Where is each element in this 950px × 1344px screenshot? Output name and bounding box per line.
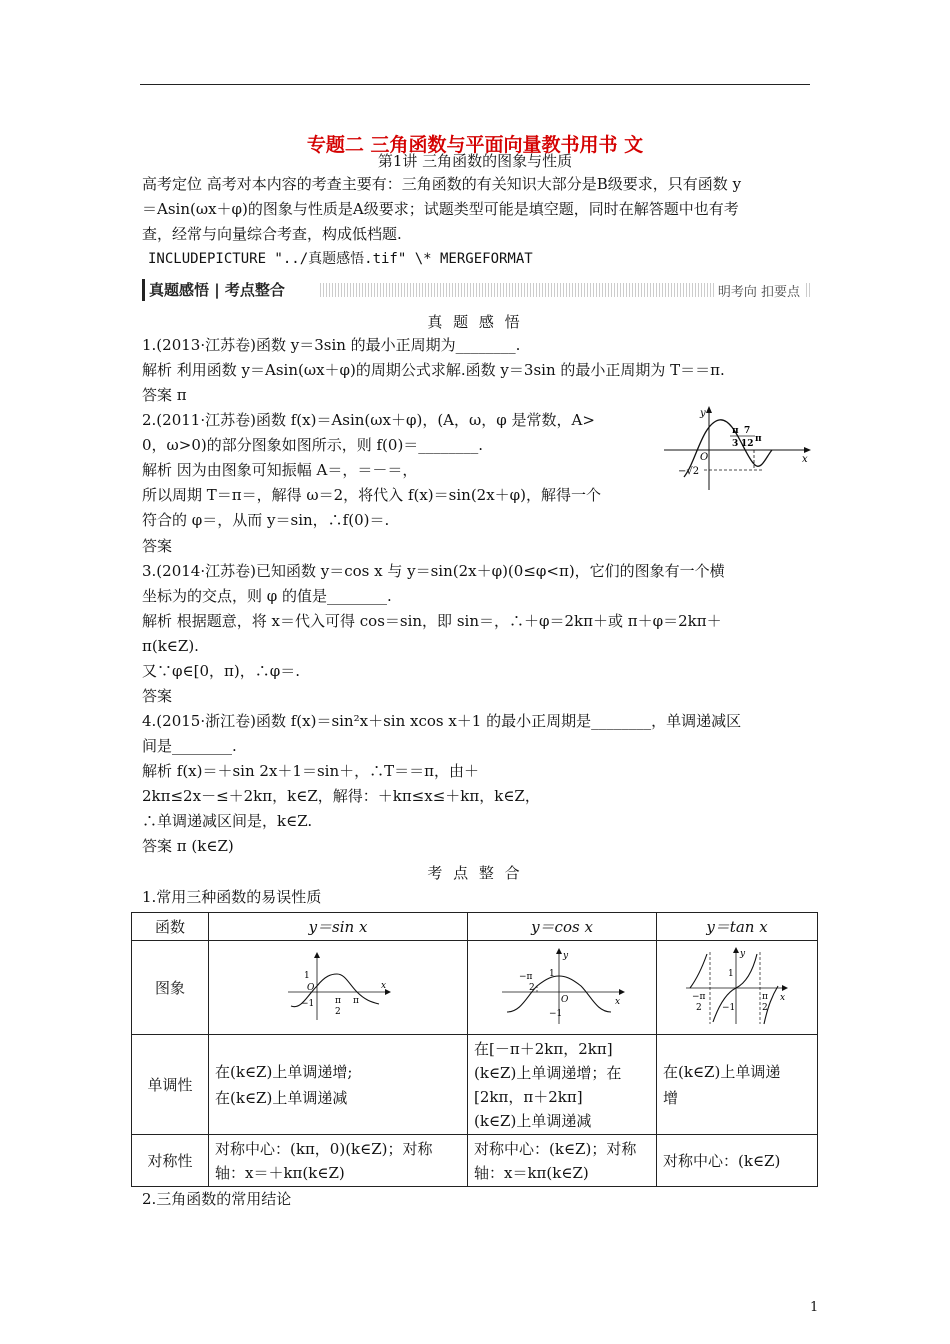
cell-sin-graph (209, 941, 468, 1035)
question-2-line-2: 0，ω>0)的部分图象如图所示，则 f(0)＝________. (142, 436, 484, 454)
tan-mono-line-2: 增 (663, 1088, 679, 1107)
question-3-line-1: 3.(2014·江苏卷)已知函数 y＝cos x 与 y＝sin(2x＋φ)(0≤φ<π)，它们的图象有一个横 (142, 562, 725, 580)
cell-sin-symmetry (209, 1135, 468, 1187)
row-label-graph: 图象 (132, 941, 209, 1035)
sin-sym-line-1: 对称中心：(kπ，0)(k∈Z)；对称 (215, 1139, 433, 1158)
tan-two-right: 2 (762, 1002, 768, 1013)
cos-mono-line-1: 在[－π＋2kπ，2kπ] (474, 1039, 613, 1058)
sin-mono-line-2: 在(k∈Z)上单调递减 (215, 1088, 348, 1107)
solution-4-line-1: 解析 f(x)＝＋sin 2x＋1＝sin＋，∴T＝＝π，由＋ (142, 762, 479, 780)
question-1: 1.(2013·江苏卷)函数 y＝3sin 的最小正周期为________. (142, 336, 521, 354)
sin-graph (283, 950, 393, 1022)
heading-true-questions: 真 题 感 悟 (427, 313, 523, 331)
cell-tan-monotonicity (657, 1035, 818, 1135)
sin-origin: O (307, 982, 315, 993)
tan-one: 1 (728, 968, 734, 979)
row-label-symmetry: 对称性 (132, 1135, 209, 1187)
sin-y-arrow (314, 952, 320, 958)
tick2-pi: π (755, 434, 762, 444)
header-tan: y＝tan x (657, 913, 818, 941)
origin-label: O (700, 452, 709, 463)
tick1-num: π (732, 426, 739, 436)
tan-mono-line-1: 在(k∈Z)上单调递 (663, 1062, 781, 1081)
sin-mono-line-1: 在(k∈Z)上单调递增; (215, 1062, 353, 1081)
row-label-monotonicity: 单调性 (132, 1035, 209, 1135)
tan-y-arrow (733, 947, 739, 953)
sin-pi: π (353, 995, 359, 1006)
table-header-row (132, 913, 818, 941)
tan-neg-one: −1 (722, 1002, 736, 1013)
cos-origin: O (561, 994, 569, 1005)
tan-x-arrow (782, 985, 788, 991)
x-axis-arrow (804, 447, 811, 453)
solution-4-line-2: 2kπ≤2x－≤＋2kπ，k∈Z，解得：＋kπ≤x≤＋kπ，k∈Z， (142, 787, 540, 805)
sin-x-label: x (381, 980, 387, 991)
cos-two: 2 (529, 982, 535, 993)
cos-x-arrow (619, 989, 625, 995)
question-4-line-1: 4.(2015·浙江卷)函数 f(x)＝sin²x＋sin xcos x＋1 的最小正周期是________，单调递减区 (142, 712, 742, 730)
tan-graph (682, 946, 792, 1026)
include-picture-field: INCLUDEPICTURE "../真题感悟.tif" \* MERGEFORMAT (148, 251, 533, 267)
solution-3-line-1: 解析 根据题意，将 x＝代入可得 cos＝sin，即 sin＝，∴＋φ＝2kπ＋或 π＋φ＝2kπ＋ (142, 612, 722, 630)
y-label: y (700, 408, 706, 419)
q2-sine-graph-figure (664, 402, 814, 494)
solution-4-line-3: ∴单调递减区间是，k∈Z. (142, 812, 313, 830)
sin-sym-line-2: 轴：x＝＋kπ(k∈Z) (215, 1163, 345, 1182)
tan-x-label: x (780, 992, 786, 1003)
question-4-line-2: 间是________. (142, 737, 237, 755)
sin-neg-one: −1 (301, 998, 315, 1009)
tick2-den: 12 (741, 439, 754, 449)
cell-tan-symmetry (657, 1135, 818, 1187)
table-row-symmetry (132, 1135, 818, 1187)
intro-line-2: ＝Asin(ωx＋φ)的图象与性质是A级要求；试题类型可能是填空题，同时在解答题中也有考 (142, 200, 739, 218)
cos-y-arrow (556, 948, 562, 954)
lecture-subtitle: 第1讲 三角函数的图象与性质 (377, 152, 573, 170)
solution-1: 解析 利用函数 y＝Asin(ωx＋φ)的周期公式求解.函数 y＝3sin 的最小正周期为 T＝＝π. (142, 361, 725, 379)
cell-tan-graph (657, 941, 818, 1035)
cos-one: 1 (549, 968, 555, 979)
table-row-graph (132, 941, 818, 1035)
banner-tag: 真题感悟 | 考点整合 (142, 279, 289, 301)
intro-line-3: 查，经常与向量综合考查，构成低档题. (142, 225, 402, 243)
cos-sym-line-2: 轴：x＝kπ(k∈Z) (474, 1163, 589, 1182)
question-2-line-1: 2.(2011·江苏卷)函数 f(x)＝Asin(ωx＋φ)，(A，ω，φ 是常数，A> (142, 411, 595, 429)
tan-y-label: y (740, 948, 746, 959)
cos-neg-one: −1 (549, 1008, 563, 1019)
sin-pi-num: π (335, 995, 341, 1006)
cos-x-label: x (615, 996, 621, 1007)
sin-one: 1 (304, 970, 310, 981)
header-function: 函数 (132, 913, 209, 941)
page-number: 1 (810, 1300, 819, 1315)
cos-mono-line-2: (k∈Z)上单调递增；在 (474, 1063, 622, 1082)
answer-3: 答案 (142, 687, 173, 705)
neg-root2-label: −√2 (678, 466, 700, 477)
document-title: 专题二 三角函数与平面向量教书用书 文 (306, 134, 644, 156)
answer-4: 答案 π (k∈Z) (142, 837, 234, 855)
cos-graph (497, 946, 627, 1026)
y-axis-arrow (706, 406, 712, 413)
cos-neg-pi: −π (519, 971, 533, 982)
question-3-line-2: 坐标为的交点，则 φ 的值是________. (142, 587, 392, 605)
solution-3-line-2: π(k∈Z). (142, 637, 199, 655)
tan-two-left: 2 (696, 1002, 702, 1013)
tan-sym-line-1: 对称中心：(k∈Z) (663, 1152, 781, 1170)
tick2-num: 7 (744, 426, 751, 436)
solution-2-line-1: 解析 因为由图象可知振幅 A＝，＝－＝， (142, 461, 418, 479)
header-sin: y＝sin x (209, 913, 468, 941)
heading-key-points: 考 点 整 合 (427, 864, 523, 882)
cell-cos-monotonicity (468, 1035, 657, 1135)
trig-properties-table (131, 912, 818, 1187)
tan-curve-left (690, 954, 707, 988)
sin-pi-den: 2 (335, 1006, 341, 1017)
solution-3-line-3: 又∵φ∈[0，π)，∴φ＝. (142, 662, 300, 680)
x-label: x (802, 454, 808, 465)
table-row-monotonicity (132, 1035, 818, 1135)
tick1-den: 3 (732, 439, 739, 449)
cell-cos-graph (468, 941, 657, 1035)
cos-mono-line-3: [2kπ，π＋2kπ] (474, 1087, 583, 1106)
tan-pi: π (762, 991, 768, 1002)
cos-y-label: y (563, 950, 569, 961)
answer-2: 答案 (142, 537, 173, 555)
key-point-1: 1.常用三种函数的易误性质 (142, 888, 322, 906)
cell-sin-monotonicity (209, 1035, 468, 1135)
top-rule (140, 84, 810, 85)
section-banner (142, 279, 810, 301)
header-cos: y＝cos x (468, 913, 657, 941)
cos-mono-line-4: (k∈Z)上单调递减 (474, 1111, 592, 1130)
cos-sym-line-1: 对称中心：(k∈Z)；对称 (474, 1139, 637, 1158)
solution-2-line-2: 所以周期 T＝π＝，解得 ω＝2，将代入 f(x)＝sin(2x＋φ)，解得一个 (142, 486, 602, 504)
intro-line-1: 高考定位 高考对本内容的考查主要有：三角函数的有关知识大部分是B级要求，只有函数 y (142, 175, 742, 193)
key-point-2: 2.三角函数的常用结论 (142, 1190, 292, 1208)
answer-1: 答案 π (142, 386, 187, 404)
banner-right-label: 明考向 扣要点 (714, 281, 804, 300)
solution-2-line-3: 符合的 φ＝，从而 y＝sin，∴f(0)＝. (142, 511, 390, 529)
tan-neg-pi: −π (692, 991, 706, 1002)
cell-cos-symmetry (468, 1135, 657, 1187)
